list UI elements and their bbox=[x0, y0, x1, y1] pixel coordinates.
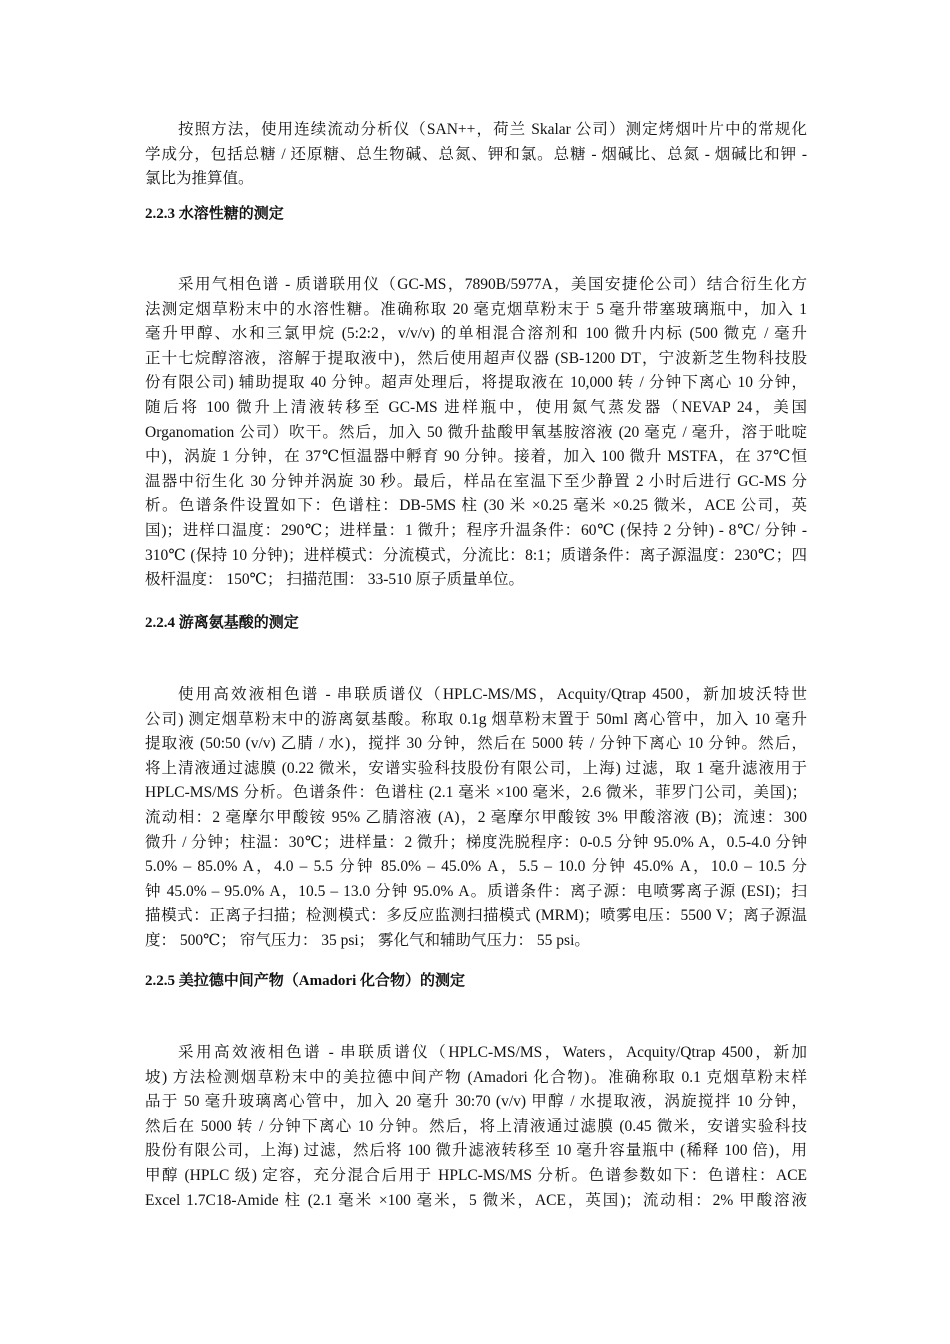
paragraph bbox=[145, 683, 807, 954]
section-heading bbox=[145, 612, 807, 634]
paragraph-line: 按照方法，使用连续流动分析仪（SAN++，荷兰 Skalar 公司）测定烤烟叶片中的常规化 bbox=[178, 121, 807, 138]
paragraph-line: 然后在 5000 转 / 分钟下离心 10 分钟。然后，将上清液通过滤膜 (0.45 微米，安谱实验科技 bbox=[145, 1117, 807, 1135]
paragraph-line: 将上清液通过滤膜 (0.22 微米，安谱实验科技股份有限公司，上海) 过滤，取 1 毫升滤液用于 bbox=[145, 759, 807, 777]
paragraph-line: 品于 50 毫升玻璃离心管中，加入 20 毫升 30:70 (v/v) 甲醇 / 水提取液，涡旋搅拌 10 分钟， bbox=[145, 1093, 807, 1111]
paragraph-line: 毫升甲醇、水和三氯甲烷 (5:2:2，v/v/v) 的单相混合溶剂和 100 微升内标 (500 微克 / 毫升 bbox=[145, 325, 807, 343]
paragraph-line: 310℃ (保持 10 分钟)；进样模式：分流模式，分流比：8:1；质谱条件：离子源温度：230℃；四 bbox=[145, 546, 807, 564]
paragraph bbox=[145, 1041, 807, 1213]
paragraph-line: 学成分，包括总糖 / 还原糖、总生物碱、总氮、钾和氯。总糖 - 烟碱比、总氮 - 烟碱比和钾 - bbox=[145, 145, 807, 163]
paragraph-line: 极杆温度： 150℃； 扫描范围： 33-510 原子质量单位。 bbox=[145, 571, 525, 589]
paragraph-line: 采用气相色谱 - 质谱联用仪（GC-MS，7890B/5977A，美国安捷伦公司）结合衍生化方 bbox=[178, 276, 807, 293]
paragraph-line: 微升 / 分钟；柱温：30℃；进样量：2 微升；梯度洗脱程序：0-0.5 分钟 95.0% A，0.5-4.0 分钟 bbox=[145, 833, 807, 851]
section-heading-text: 2.2.4 游离氨基酸的测定 bbox=[145, 615, 299, 631]
section-heading-text: 2.2.5 美拉德中间产物（Amadori 化合物）的测定 bbox=[145, 973, 465, 989]
paragraph-line: 使用高效液相色谱 - 串联质谱仪（HPLC-MS/MS，Acquity/Qtrap 4500，新加坡沃特世 bbox=[178, 686, 807, 703]
paragraph-line: 析。色谱条件设置如下：色谱柱：DB-5MS 柱 (30 米 ×0.25 毫米 ×0.25 微米，ACE 公司，英 bbox=[145, 497, 807, 515]
paragraph bbox=[145, 273, 807, 593]
paragraph-line: 描模式：正离子扫描；检测模式：多反应监测扫描模式 (MRM)；喷雾电压：5500 V；离子源温 bbox=[145, 907, 807, 925]
paragraph-line: 随后将 100 微升上清液转移至 GC-MS 进样瓶中，使用氮气蒸发器（NEVAP 24，美国 bbox=[145, 398, 807, 416]
paragraph-line: 5.0% – 85.0% A，4.0 – 5.5 分钟 85.0% – 45.0% A，5.5 – 10.0 分钟 45.0% A，10.0 – 10.5 分 bbox=[145, 858, 807, 876]
section-heading-text: 2.2.3 水溶性糖的测定 bbox=[145, 206, 284, 222]
paragraph-line: 氯比为推算值。 bbox=[145, 170, 254, 188]
paragraph-line: 提取液 (50:50 (v/v) 乙腈 / 水)，搅拌 30 分钟，然后在 5000 转 / 分钟下离心 10 分钟。然后， bbox=[145, 735, 807, 753]
paragraph-line: 正十七烷醇溶液，溶解于提取液中)，然后使用超声仪器 (SB-1200 DT，宁波新芝生物科技股 bbox=[145, 349, 807, 367]
paragraph-line: 甲醇 (HPLC 级) 定容，充分混合后用于 HPLC-MS/MS 分析。色谱参数如下：色谱柱：ACE bbox=[145, 1166, 807, 1184]
section-heading bbox=[145, 970, 807, 992]
paragraph-line: 流动相：2 毫摩尔甲酸铵 95% 乙腈溶液 (A)，2 毫摩尔甲酸铵 3% 甲酸溶液 (B)；流速：300 bbox=[145, 808, 807, 826]
paragraph-line: 公司) 测定烟草粉末中的游离氨基酸。称取 0.1g 烟草粉末置于 50ml 离心管中，加入 10 毫升 bbox=[145, 710, 807, 728]
paragraph-line: 国)；进样口温度：290℃；进样量：1 微升；程序升温条件：60℃ (保持 2 分钟) - 8℃/ 分钟 - bbox=[145, 521, 807, 539]
section-heading bbox=[145, 203, 807, 225]
paragraph-line: 中)，涡旋 1 分钟，在 37℃恒温器中孵育 90 分钟。接着，加入 100 微升 MSTFA，在 37℃恒 bbox=[145, 448, 807, 466]
paragraph-line: 份有限公司) 辅助提取 40 分钟。超声处理后，将提取液在 10,000 转 / 分钟下离心 10 分钟， bbox=[145, 374, 807, 392]
paragraph-line: HPLC-MS/MS 分析。色谱条件：色谱柱 (2.1 毫米 ×100 毫米，2.6 微米，菲罗门公司，美国)； bbox=[145, 784, 807, 802]
paragraph-line: Excel 1.7C18-Amide 柱 (2.1 毫米 ×100 毫米，5 微米，ACE，英国)；流动相：2% 甲酸溶液 bbox=[145, 1191, 807, 1209]
paragraph-line: 度： 500℃； 帘气压力： 35 psi； 雾化气和辅助气压力： 55 psi。 bbox=[145, 931, 590, 949]
paragraph bbox=[145, 118, 807, 192]
paragraph-line: 钟 45.0% – 95.0% A，10.5 – 13.0 分钟 95.0% A。质谱条件：离子源：电喷雾离子源 (ESI)；扫 bbox=[145, 882, 807, 900]
paragraph-line: 股份有限公司，上海) 过滤，然后将 100 微升滤液转移至 10 毫升容量瓶中 (稀释 100 倍)，用 bbox=[145, 1142, 807, 1160]
paragraph-line: 采用高效液相色谱 - 串联质谱仪（HPLC-MS/MS，Waters，Acquity/Qtrap 4500，新加 bbox=[178, 1044, 807, 1061]
paragraph-line: Organomation 公司）吹干。然后，加入 50 微升盐酸甲氧基胺溶液 (20 毫克 / 毫升，溶于吡啶 bbox=[145, 423, 807, 441]
paragraph-line: 坡) 方法检测烟草粉末中的美拉德中间产物 (Amadori 化合物)。准确称取 0.1 克烟草粉末样 bbox=[145, 1068, 807, 1086]
paragraph-line: 温器中衍生化 30 分钟并涡旋 30 秒。最后，样品在室温下至少静置 2 小时后进行 GC-MS 分 bbox=[145, 472, 807, 490]
paragraph-line: 法测定烟草粉末中的水溶性糖。准确称取 20 毫克烟草粉末于 5 毫升带塞玻璃瓶中，加入 1 bbox=[145, 300, 807, 318]
